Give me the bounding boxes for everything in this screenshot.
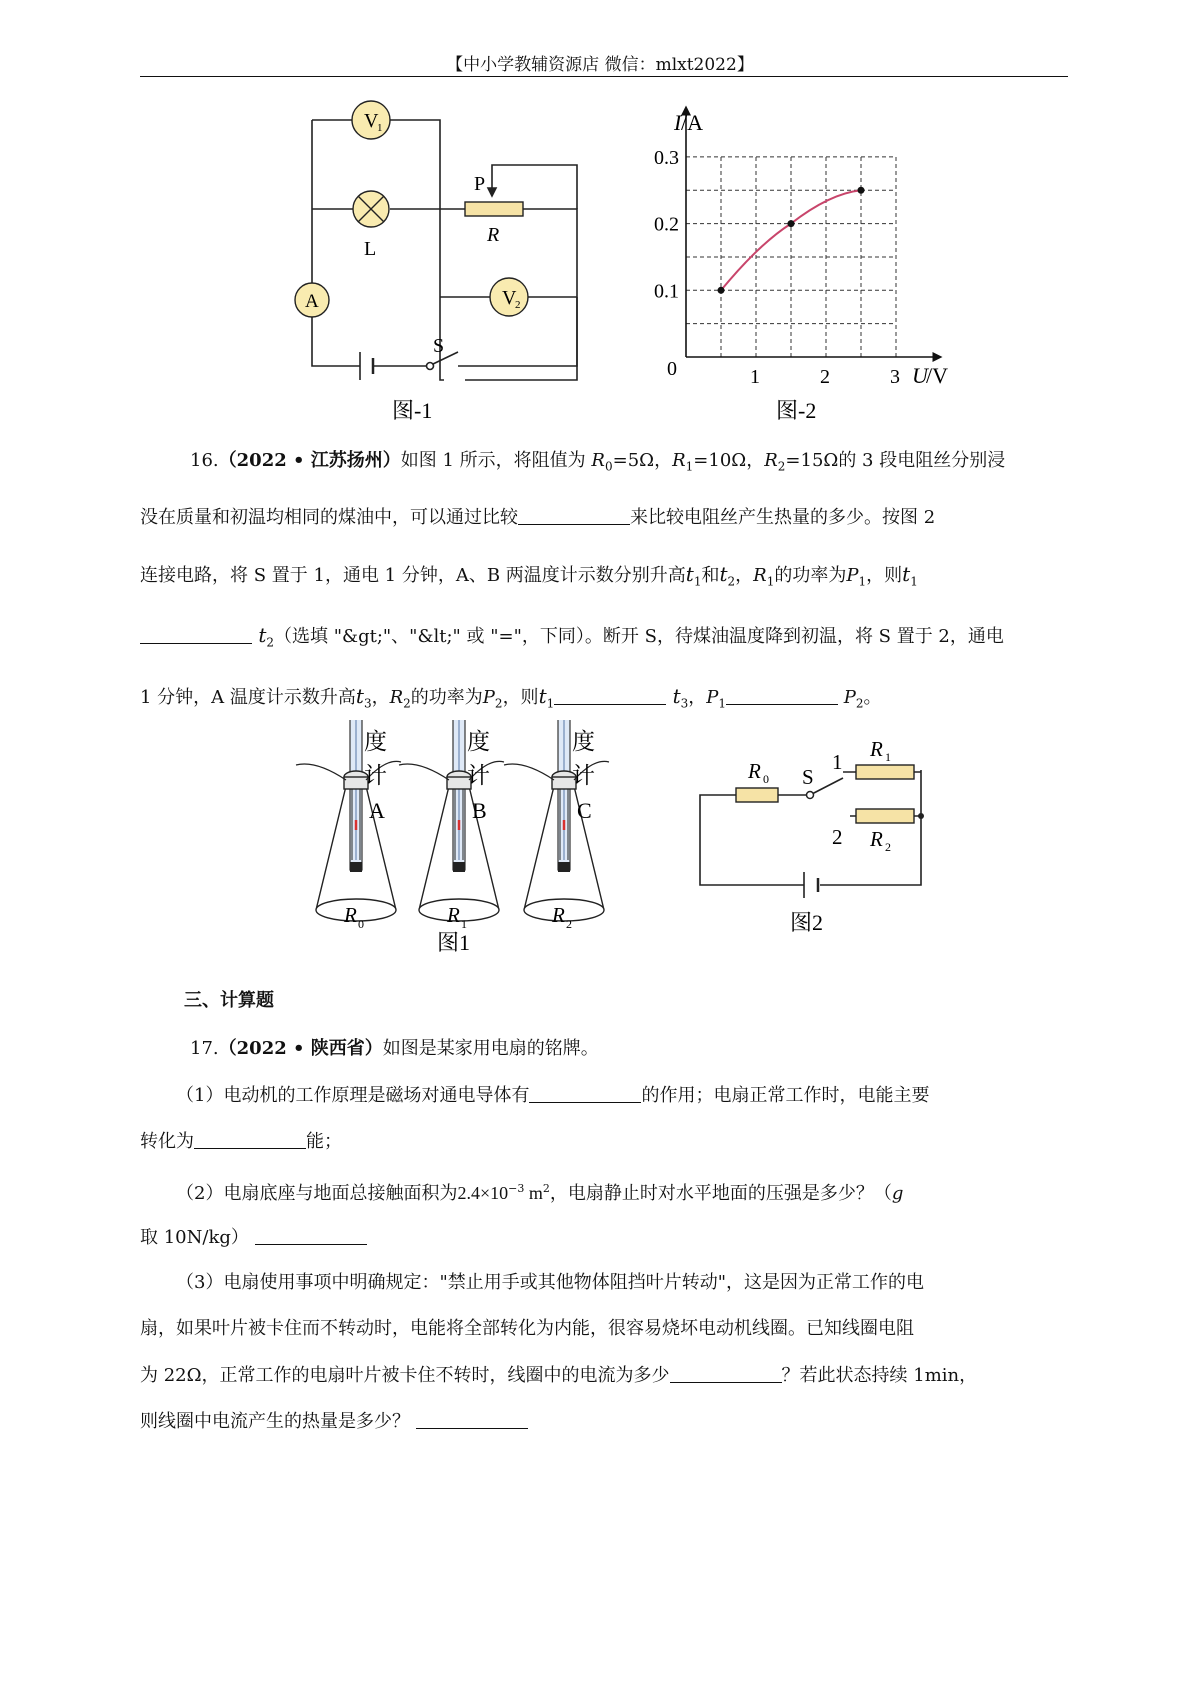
x-tick-label: 3 xyxy=(890,366,900,388)
thermometer-char: 度 xyxy=(572,729,595,754)
v1-label: V xyxy=(364,110,379,132)
r0-sub: 0 xyxy=(763,772,769,786)
section-3-title: 三、计算题 xyxy=(184,990,274,1011)
q17-blank-4[interactable] xyxy=(670,1364,782,1383)
x-axis-arrow xyxy=(933,352,943,362)
data-point xyxy=(788,220,795,227)
graph-xlabel-unit: /V xyxy=(926,363,948,388)
thermometer-beaker-c xyxy=(504,720,609,931)
q17-part-2-cont: 取 10N/kg） xyxy=(140,1226,1070,1249)
graph-ylabel-var: I xyxy=(674,110,682,135)
graph-xlabel-var: U xyxy=(912,363,928,388)
q17-part-3-line-1: （3）电扇使用事项中明确规定："禁止用手或其他物体阻挡叶片转动"，这是因为正常工作的电 xyxy=(176,1272,925,1293)
r2-label: R xyxy=(870,827,883,851)
q17-blank-5[interactable] xyxy=(416,1410,528,1429)
q17-part-3-line-2: 扇，如果叶片被卡住而不转动时，电能将全部转化为内能，很容易烧坏电动机线圈。已知线圈电阻 xyxy=(140,1318,914,1339)
thermometer-beaker-b xyxy=(399,720,504,931)
resistor-sub: 1 xyxy=(461,917,467,931)
resistor-r0 xyxy=(736,788,778,802)
data-point xyxy=(718,287,725,294)
data-point xyxy=(858,187,865,194)
mid-figure-2-caption: 图2 xyxy=(790,910,824,935)
resistor-sub: 2 xyxy=(566,917,572,931)
q16-line-4: $t_2$（选填 "&gt;"、"&lt;" 或 "="，下同）。断开 S，待煤油温度降到初温，将 S 置于 2，通电 xyxy=(140,624,1070,654)
y-tick-label: 0.1 xyxy=(654,280,679,303)
q17-blank-2[interactable] xyxy=(194,1130,306,1149)
q16-line-1: 16.（2022 • 江苏扬州）如图 1 所示，将阻值为 $R_0=5\Omega$，$R_1=10\Omega$，$R_2=15\Omega$的 3 段电阻丝分别浸 xyxy=(190,450,1006,474)
graph-ylabel-unit: /A xyxy=(681,110,703,135)
q16-blank-3[interactable] xyxy=(554,686,666,705)
resistor-r2 xyxy=(856,809,914,823)
switch-label: S xyxy=(433,335,445,357)
r1-label: R xyxy=(870,737,883,761)
resistor-label: R xyxy=(487,224,500,246)
switch-pos-1: 1 xyxy=(832,750,843,774)
switch-pos-2: 2 xyxy=(832,825,843,849)
r0-label: R xyxy=(748,759,761,783)
thermometer-char: 计 xyxy=(364,763,387,788)
lamp-label: L xyxy=(364,238,377,260)
iu-graph xyxy=(654,106,943,388)
resistor-sub: 0 xyxy=(358,917,364,931)
ammeter-label: A xyxy=(305,291,319,312)
q17-blank-3[interactable] xyxy=(255,1226,367,1245)
q17-line-1: 17.（2022 • 陕西省）如图是某家用电扇的铭牌。 xyxy=(190,1038,599,1059)
q17-part-1-cont: 转化为 能； xyxy=(140,1131,342,1152)
x-tick-label: 2 xyxy=(820,366,830,388)
graph-origin: 0 xyxy=(667,358,677,380)
circuit-figure-1 xyxy=(312,120,577,380)
thermometer-letter: A xyxy=(369,798,385,823)
middle-figures xyxy=(0,720,1200,970)
thermometer-beaker-a xyxy=(296,720,401,931)
thermometer-char: 计 xyxy=(467,763,490,788)
thermometer-char: 计 xyxy=(572,763,595,788)
q17-blank-1[interactable] xyxy=(529,1084,641,1103)
q16-line-5: 1 分钟，A 温度计示数升高$t_3$，$R_2$的功率为$P_2$，则$t_1$ $t_3$，$P_1$ $P_2$。 xyxy=(140,684,882,711)
resistor-label: R xyxy=(552,903,565,927)
iu-curve xyxy=(721,190,861,290)
q16-blank-4[interactable] xyxy=(726,686,838,705)
thermometer-char: 度 xyxy=(364,729,387,754)
q17-part-1: （1）电动机的工作原理是磁场对通电导体有 的作用；电扇正常工作时，电能主要 xyxy=(176,1085,930,1106)
v2-label: V xyxy=(502,287,517,309)
resistor-label: R xyxy=(447,903,460,927)
figure-1-caption: 图-1 xyxy=(392,398,433,423)
rheostat-r xyxy=(465,202,523,216)
q17-part-2: （2）电扇底座与地面总接触面积为$2.4\times 10^{-3}$ $m^2$，电扇静止时对水平地面的压强是多少？（g xyxy=(176,1182,904,1204)
top-figures xyxy=(0,0,1200,440)
figure-2-caption: 图-2 xyxy=(776,398,817,423)
q16-blank-2[interactable] xyxy=(140,625,252,644)
mid-figure-1-caption: 图1 xyxy=(437,930,471,955)
r1-sub: 1 xyxy=(885,750,891,764)
thermometer-beakers xyxy=(296,720,609,931)
thermometer-letter: B xyxy=(472,798,487,823)
page-header: 【中小学教辅资源店 微信：mlxt2022】 xyxy=(446,55,754,75)
resistor-r1 xyxy=(856,765,914,779)
y-tick-label: 0.3 xyxy=(654,146,679,169)
x-tick-label: 1 xyxy=(750,366,760,388)
s-label: S xyxy=(802,765,814,789)
y-tick-label: 0.2 xyxy=(654,213,679,236)
q16-line-2: 没在质量和初温均相同的煤油中，可以通过比较 来比较电阻丝产生热量的多少。按图 2 xyxy=(140,507,936,528)
thermometer-letter: C xyxy=(577,798,592,823)
v1-sub: 1 xyxy=(377,122,383,134)
thermometer-char: 度 xyxy=(467,729,490,754)
resistor-label: R xyxy=(344,903,357,927)
v2-sub: 2 xyxy=(515,299,521,311)
slider-label: P xyxy=(474,173,486,195)
r2-sub: 2 xyxy=(885,840,891,854)
q16-line-3: 连接电路，将 S 置于 1，通电 1 分钟，A、B 两温度计示数分别升高$t_1$和$t_2$，$R_1$的功率为$P_1$，则$t_1$ xyxy=(140,562,918,589)
circuit-figure-2 xyxy=(700,770,921,898)
q17-part-3-line-3: 为 22Ω，正常工作的电扇叶片被卡住不转时，线圈中的电流为多少 ？若此状态持续 1min， xyxy=(140,1365,978,1386)
q16-blank-1[interactable] xyxy=(518,506,630,525)
q17-part-3-line-4: 则线圈中电流产生的热量是多少？ xyxy=(140,1410,1070,1433)
